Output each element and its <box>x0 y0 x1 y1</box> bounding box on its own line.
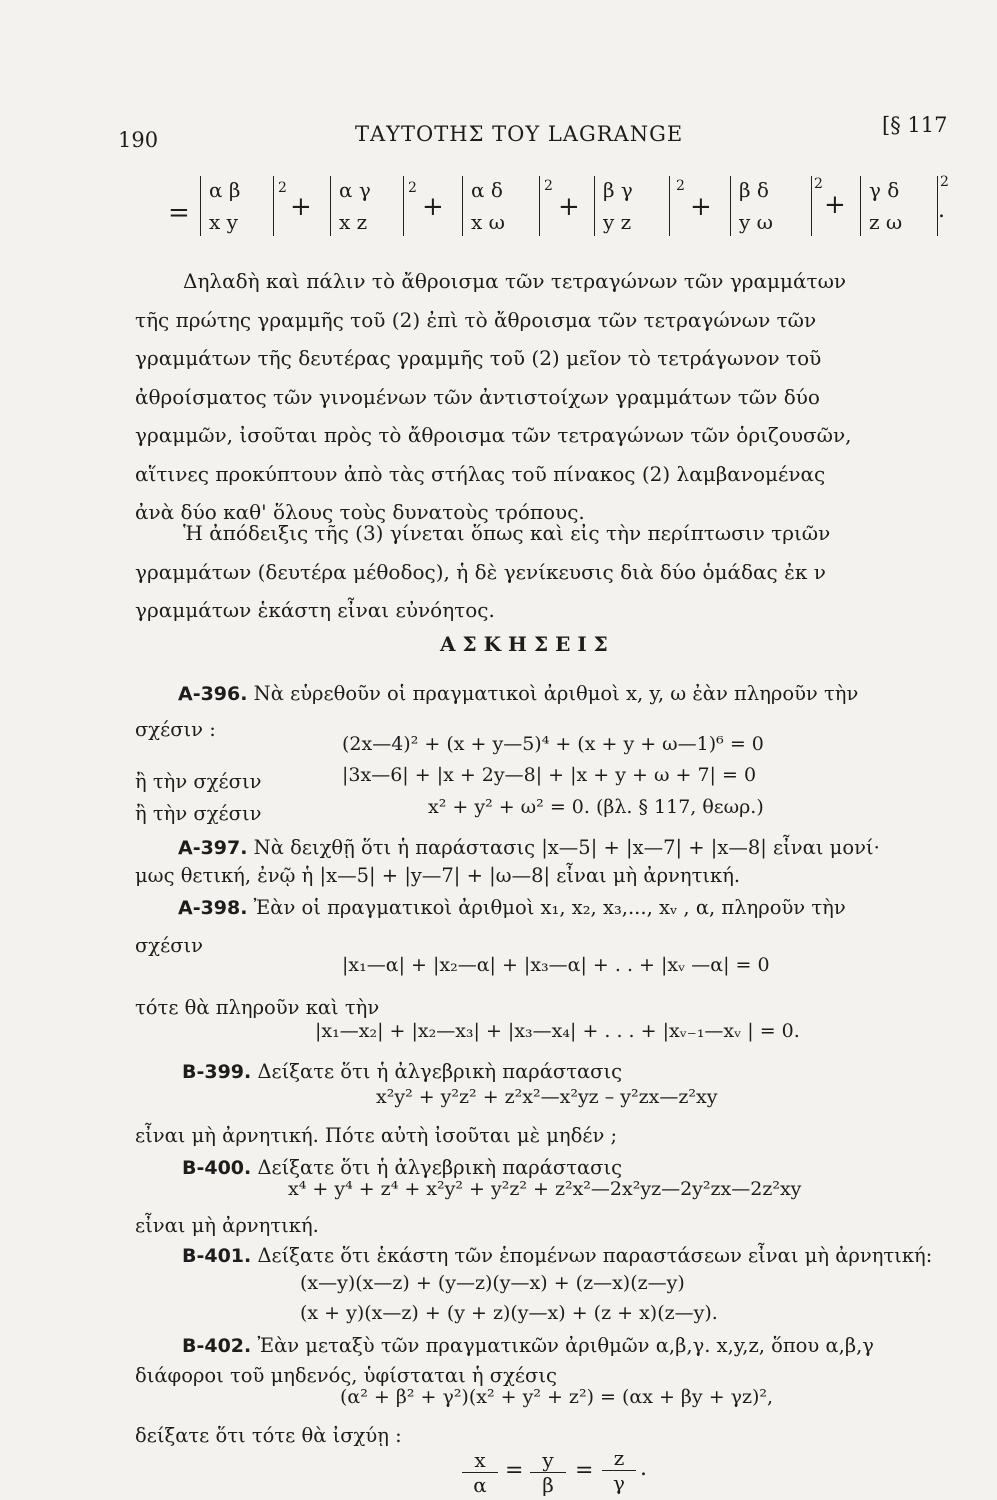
square-exponent: 2 <box>278 180 287 196</box>
formula: x²y² + y²z² + z²x²—x²yz – y²zx—z²xy <box>376 1086 718 1108</box>
text-line: αἵτινες προκύπτουν ἀπὸ τὰς στήλας τοῦ πίνακος (2) λαμβανομένας <box>135 461 826 486</box>
numerator: x <box>462 1448 498 1473</box>
exercises-heading: ΑΣΚΗΣΕΙΣ <box>440 632 615 656</box>
exercise-text: Νὰ δειχθῇ ὅτι ἡ παράστασις |x—5| + |x—7| + |x—8| εἶναι μονί· <box>253 836 880 859</box>
exercise-b400 <box>182 1156 622 1179</box>
text-line: ἀνὰ δύο καθ' ὅλους τοὺς δυνατοὺς τρόπους. <box>135 500 585 524</box>
numerator: z <box>602 1446 636 1471</box>
exercise-text-cont: εἶναι μὴ ἀρνητική. Πότε αὐτὴ ἰσοῦται μὲ μηδέν ; <box>135 1124 618 1147</box>
plus-sign: + <box>290 192 312 222</box>
exercise-a398 <box>178 896 846 919</box>
equals-sign: = <box>505 1458 524 1483</box>
det-bottom-row: z ω <box>869 210 903 234</box>
det-top-row: α γ <box>339 178 371 202</box>
text-line: γραμμάτων (δευτέρα μέθοδος), ἡ δὲ γενίκευσις διὰ δύο ὁμάδας ἐκ ν <box>135 559 826 584</box>
exercise-a396 <box>178 682 858 705</box>
exercise-text-cont: σχέσιν <box>135 934 204 957</box>
explanation-paragraph <box>135 262 965 532</box>
text-line: τῆς πρώτης γραμμῆς τοῦ (2) ἐπὶ τὸ ἄθροισμα τῶν τετραγώνων τῶν <box>135 307 817 332</box>
text-line: γραμμῶν, ἰσοῦται πρὸς τὸ ἄθροισμα τῶν τετραγώνων τῶν ὁριζουσῶν, <box>135 423 852 447</box>
numerator: y <box>530 1448 566 1473</box>
end-period: . <box>640 1456 647 1481</box>
formula: |3x—6| + |x + 2y—8| + |x + y + ω + 7| = 0 <box>342 764 757 786</box>
det-top-row: α δ <box>471 178 503 202</box>
det-top-row: α β <box>209 178 241 202</box>
formula: |x₁—x₂| + |x₂—x₃| + |x₃—x₄| + . . . + |xᵥ₋₁—xᵥ | = 0. <box>315 1020 800 1042</box>
text-line: γραμμάτων ἑκάστη εἶναι εὐνόητος. <box>135 598 495 622</box>
generalization-paragraph <box>135 514 965 630</box>
determinant <box>594 176 670 236</box>
determinant <box>730 176 812 236</box>
denominator: γ <box>613 1471 625 1495</box>
exercise-label: Α-398. <box>178 897 248 919</box>
exercise-label: Β-399. <box>182 1061 252 1083</box>
exercise-label: Β-401. <box>182 1245 252 1267</box>
exercise-text: Νὰ εὑρεθοῦν οἱ πραγματικοὶ ἀριθμοὶ x, y, ω ἐὰν πληροῦν τὴν <box>253 682 859 705</box>
end-period: . <box>938 198 945 223</box>
exercise-a397 <box>178 836 880 859</box>
section-ref: [§ 117 <box>882 113 948 137</box>
square-exponent: 2 <box>940 174 949 190</box>
plus-sign: + <box>422 192 444 222</box>
exercise-text-cont: διάφοροι τοῦ μηδενός, ὑφίσταται ἡ σχέσις <box>135 1364 557 1387</box>
det-bottom-row: y ω <box>739 210 773 234</box>
determinant <box>200 176 274 236</box>
exercise-b402 <box>182 1334 874 1357</box>
formula: (x + y)(x—z) + (y + z)(y—x) + (z + x)(z—y). <box>300 1302 718 1324</box>
det-bottom-row: x z <box>339 210 368 234</box>
formula: (x—y)(x—z) + (y—z)(y—x) + (z—x)(z—y) <box>300 1272 685 1294</box>
exercise-text: Δείξατε ὅτι ἡ ἀλγεβρικὴ παράστασις <box>257 1156 623 1179</box>
plus-sign: + <box>558 192 580 222</box>
exercise-text: Δείξατε ὅτι ἡ ἀλγεβρικὴ παράστασις <box>257 1060 623 1083</box>
exercise-text: Ἐὰν οἱ πραγματικοὶ ἀριθμοὶ x₁, x₂, x₃,..., xᵥ , α, πληροῦν τὴν <box>253 896 846 919</box>
text-line: ἀθροίσματος τῶν γινομένων τῶν ἀντιστοίχων γραμμάτων τῶν δύο <box>135 384 820 409</box>
text-line: γραμμάτων τῆς δευτέρας γραμμῆς τοῦ (2) μεῖον τὸ τετράγωνον τοῦ <box>135 346 822 370</box>
det-top-row: β δ <box>739 178 769 202</box>
exercise-text-cont: σχέσιν : <box>135 718 216 741</box>
formula: (α² + β² + γ²)(x² + y² + z²) = (αx + βy + γz)², <box>340 1386 774 1408</box>
exercise-text-cont: δείξατε ὅτι τότε θὰ ἰσχύῃ : <box>135 1424 402 1447</box>
exercise-b399 <box>182 1060 622 1083</box>
formula: x⁴ + y⁴ + z⁴ + x²y² + y²z² + z²x²—2x²yz—2y²zx—2z²xy <box>288 1178 802 1200</box>
formula: (2x—4)² + (x + y—5)⁴ + (x + y + ω—1)⁶ = 0 <box>342 733 764 755</box>
exercise-text: Ἐὰν μεταξὺ τῶν πραγματικῶν ἀριθμῶν α,β,γ. x,y,z, ὅπου α,β,γ <box>257 1334 874 1357</box>
det-top-row: β γ <box>603 178 633 202</box>
det-bottom-row: y z <box>603 210 632 234</box>
text-line: Δηλαδὴ καὶ πάλιν τὸ ἄθροισμα τῶν τετραγώνων τῶν γραμμάτων <box>183 269 847 293</box>
determinant <box>462 176 540 236</box>
formula: x² + y² + ω² = 0. (βλ. § 117, θεωρ.) <box>428 796 764 818</box>
square-exponent: 2 <box>544 178 553 194</box>
exercise-text-cont: εἶναι μὴ ἀρνητική. <box>135 1214 319 1237</box>
exercise-label: Α-397. <box>178 837 248 859</box>
or-relation-label: ἢ τὴν σχέσιν <box>135 802 262 825</box>
denominator: β <box>542 1473 554 1497</box>
or-relation-label: ἢ τὴν σχέσιν <box>135 770 262 793</box>
determinant <box>330 176 404 236</box>
plus-sign: + <box>690 192 712 222</box>
equals-sign: = <box>168 198 190 228</box>
fraction-x-alpha <box>462 1448 498 1497</box>
exercise-label: Β-402. <box>182 1335 252 1357</box>
square-exponent: 2 <box>676 178 685 194</box>
denominator: α <box>473 1473 487 1497</box>
exercise-text-cont: μως θετική, ἐνῷ ἡ |x—5| + |y—7| + |ω—8| εἶναι μὴ ἀρνητική. <box>135 864 741 887</box>
plus-sign: + <box>824 190 846 220</box>
exercise-b401 <box>182 1244 932 1267</box>
exercise-label: Α-396. <box>178 683 248 705</box>
exercise-text-cont: τότε θὰ πληροῦν καὶ τὴν <box>135 996 380 1019</box>
det-bottom-row: x y <box>209 210 238 234</box>
det-bottom-row: x ω <box>471 210 505 234</box>
square-exponent: 2 <box>408 180 417 196</box>
exercise-label: Β-400. <box>182 1157 252 1179</box>
running-title: ΤΑΥΤΟΤΗΣ ΤΟΥ LAGRANGE <box>355 122 684 146</box>
fraction-y-beta <box>530 1448 566 1497</box>
determinant-sum <box>168 168 968 258</box>
text-line: Ἡ ἀπόδειξις τῆς (3) γίνεται ὅπως καὶ εἰς τὴν περίπτωσιν τριῶν <box>183 521 831 545</box>
fraction-z-gamma <box>602 1446 636 1495</box>
page-number: 190 <box>118 128 159 152</box>
determinant <box>860 176 938 236</box>
square-exponent: 2 <box>814 176 823 192</box>
exercise-text: Δείξατε ὅτι ἑκάστη τῶν ἑπομένων παραστάσεων εἶναι μὴ ἀρνητική: <box>257 1244 933 1267</box>
formula: |x₁—α| + |x₂—α| + |x₃—α| + . . + |xᵥ —α| = 0 <box>342 954 770 976</box>
equals-sign: = <box>575 1458 594 1483</box>
det-top-row: γ δ <box>869 178 900 202</box>
